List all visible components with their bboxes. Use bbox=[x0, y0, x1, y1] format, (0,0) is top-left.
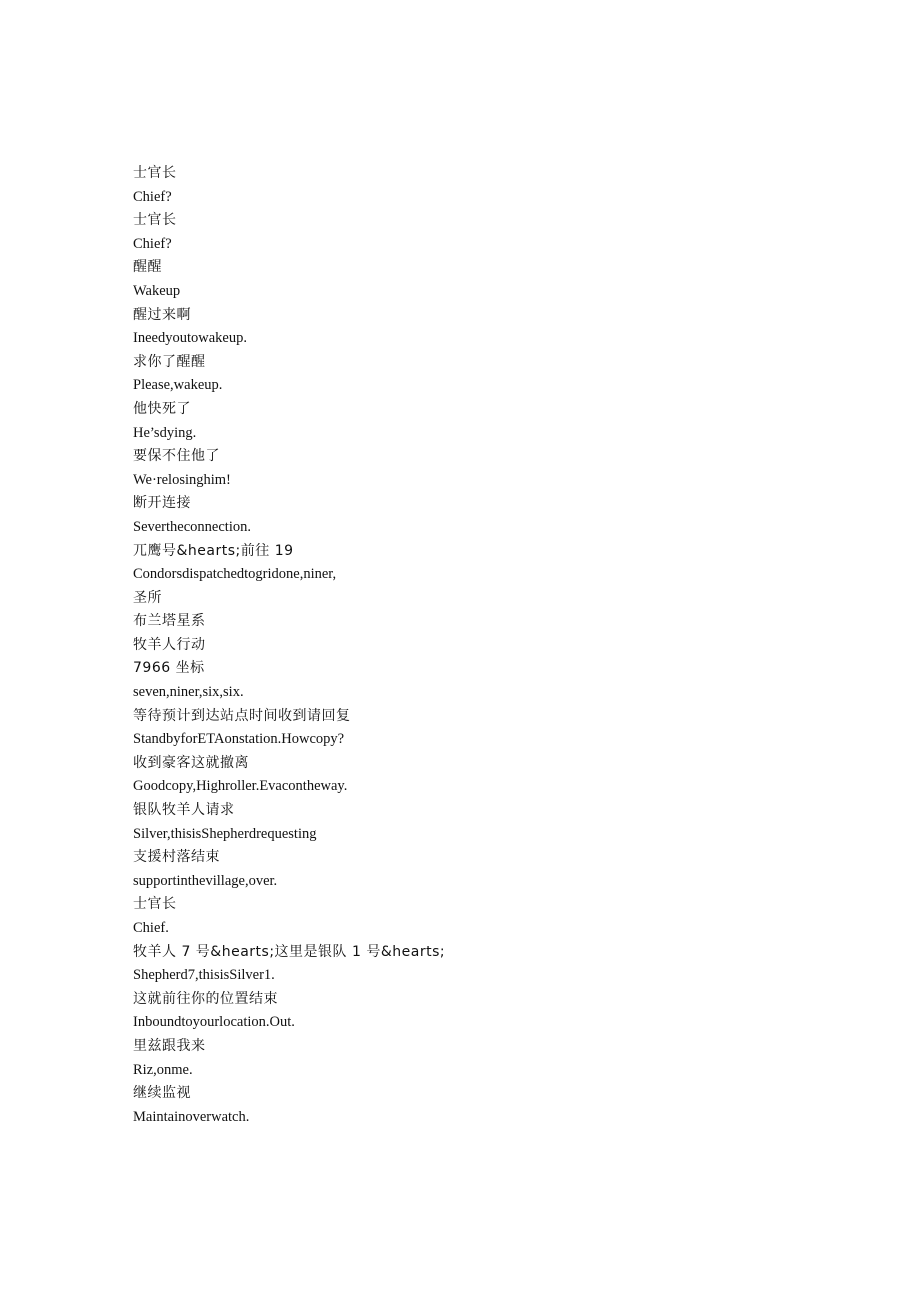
chinese-subtitle-line: 他快死了 bbox=[133, 400, 191, 417]
english-subtitle-line: Chief. bbox=[133, 920, 169, 936]
chinese-subtitle-line: 兀鹰号&hearts;前往 19 bbox=[133, 542, 294, 559]
chinese-subtitle-line: 醒醒 bbox=[133, 259, 162, 276]
english-subtitle-line: StandbyforETAonstation.Howcopy? bbox=[133, 731, 345, 748]
english-subtitle-line: Goodcopy,Highroller.Evacontheway. bbox=[133, 778, 348, 795]
chinese-subtitle-line: 牧羊人 7 号&hearts;这里是银队 1 号&hearts; bbox=[133, 943, 446, 960]
transcript-lines bbox=[133, 162, 445, 1129]
chinese-subtitle-line: 牧羊人行动 bbox=[133, 636, 206, 653]
english-subtitle-line: Inboundtoyourlocation.Out. bbox=[133, 1014, 295, 1031]
chinese-subtitle-line: 银队牧羊人请求 bbox=[133, 802, 235, 819]
english-subtitle-line: seven,niner,six,six. bbox=[133, 684, 244, 701]
chinese-subtitle-line: 收到豪客这就撤离 bbox=[133, 754, 249, 771]
english-subtitle-line: Please,wakeup. bbox=[133, 377, 223, 394]
chinese-subtitle-line: 断开连接 bbox=[133, 495, 191, 512]
chinese-subtitle-line: 要保不住他了 bbox=[133, 448, 220, 465]
chinese-subtitle-line: 士官长 bbox=[133, 212, 177, 229]
english-subtitle-line: Maintainoverwatch. bbox=[133, 1108, 250, 1125]
chinese-subtitle-line: 这就前往你的位置结束 bbox=[133, 990, 278, 1007]
chinese-subtitle-line: 布兰塔星系 bbox=[133, 613, 206, 630]
english-subtitle-line: Ineedyoutowakeup. bbox=[133, 330, 247, 347]
chinese-subtitle-line: 圣所 bbox=[133, 589, 162, 606]
english-subtitle-line: Chief? bbox=[133, 235, 172, 252]
chinese-subtitle-line: 7966 坐标 bbox=[133, 660, 205, 677]
chinese-subtitle-line: 士官长 bbox=[133, 165, 177, 181]
chinese-subtitle-line: 支援村落结束 bbox=[133, 849, 220, 866]
english-subtitle-line: Riz,onme. bbox=[133, 1061, 193, 1078]
english-subtitle-line: Wakeup bbox=[133, 282, 181, 299]
english-subtitle-line: He’sdying. bbox=[133, 424, 197, 441]
english-subtitle-line: Shepherd7,thisisSilver1. bbox=[133, 967, 275, 984]
english-subtitle-line: Condorsdispatchedtogridone,niner, bbox=[133, 566, 337, 583]
chinese-subtitle-line: 等待预计到达站点时间收到请回复 bbox=[133, 707, 351, 724]
english-subtitle-line: Severtheconnection. bbox=[133, 518, 251, 535]
chinese-subtitle-line: 士官长 bbox=[133, 896, 177, 913]
english-subtitle-line: supportinthevillage,over. bbox=[133, 872, 278, 889]
chinese-subtitle-line: 求你了醒醒 bbox=[133, 353, 206, 370]
chinese-subtitle-line: 醒过来啊 bbox=[133, 306, 191, 323]
english-subtitle-line: Silver,thisisShepherdrequesting bbox=[133, 825, 317, 842]
chinese-subtitle-line: 里兹跟我来 bbox=[133, 1037, 206, 1054]
english-subtitle-line: Chief? bbox=[133, 188, 172, 205]
english-subtitle-line: We·relosinghim! bbox=[133, 471, 231, 488]
chinese-subtitle-line: 继续监视 bbox=[133, 1085, 191, 1102]
